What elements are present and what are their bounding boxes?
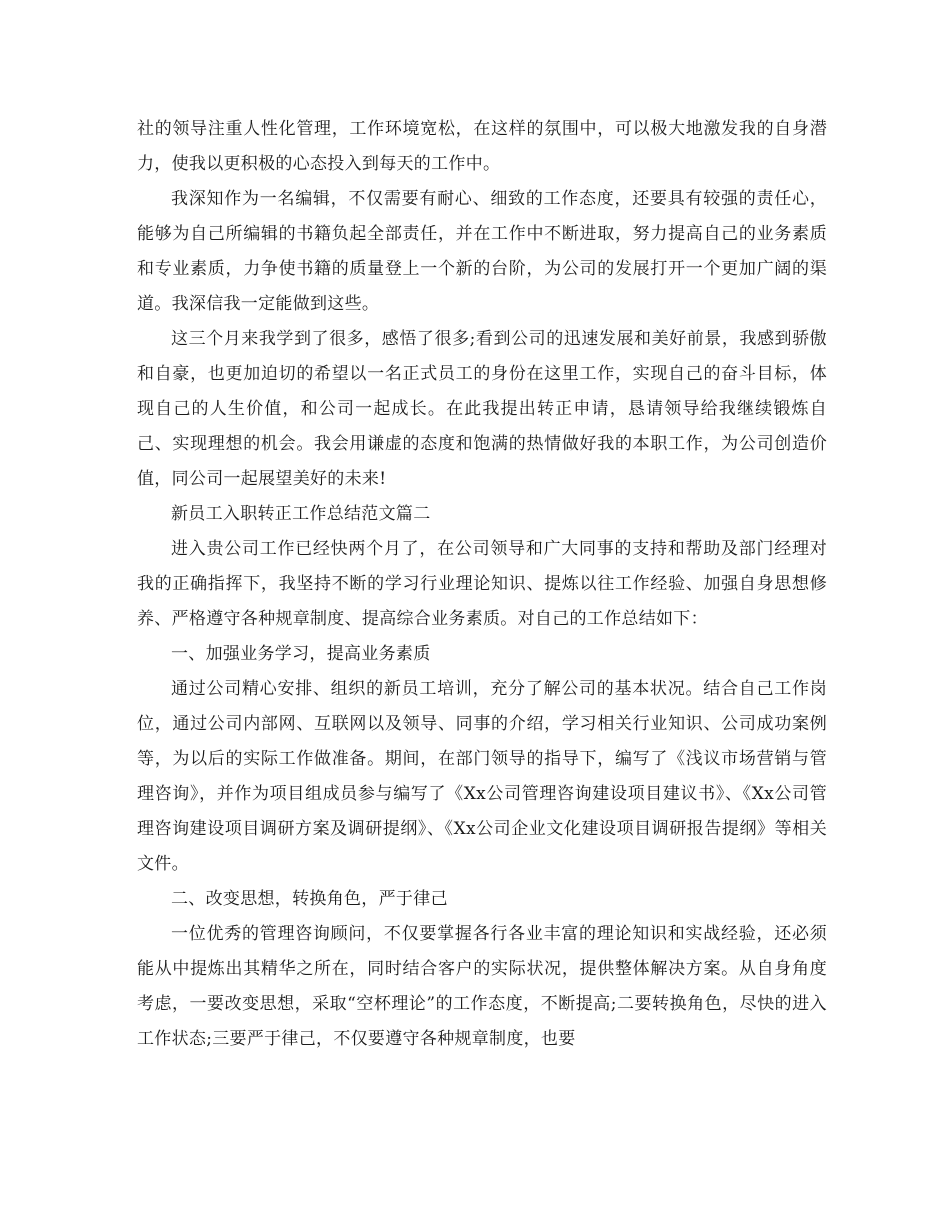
- paragraph-intro-part-two: 进入贵公司工作已经快两个月了，在公司领导和广大同事的支持和帮助及部门经理对我的正确指挥下，我坚持不断的学习行业理论知识、提炼以往工作经验、加强自身思想修养、严格遵守各种规章制度、提高综合业务素质。对自己的工作总结如下：: [137, 539, 827, 629]
- subheading-two: 二、改变思想，转换角色，严于律己: [171, 889, 448, 909]
- paragraph-learning: 通过公司精心安排、组织的新员工培训，充分了解公司的基本状况。结合自己工作岗位，通过公司内部网、互联网以及领导、同事的介绍，学习相关行业知识、公司成功案例等，为以后的实际工作做准备。期间，在部门领导的指导下，编写了《浅议市场营销与管理咨询》，并作为项目组成员参与编写了《Xx公司管理咨询建设项目建议书》、《Xx公司管理咨询建设项目调研方案及调研提纲》、《Xx公司企业文化建设项目调研报告提纲》等相关文件。: [137, 679, 827, 874]
- subheading-one: 一、加强业务学习，提高业务素质: [171, 644, 431, 664]
- section-heading-part-two: 新员工入职转正工作总结范文篇二: [171, 504, 431, 524]
- paragraph-1: 社的领导注重人性化管理，工作环境宽松，在这样的氛围中，可以极大地激发我的自身潜力，使我以更积极的心态投入到每天的工作中。: [137, 119, 827, 174]
- paragraph-2: 我深知作为一名编辑，不仅需要有耐心、细致的工作态度，还要具有较强的责任心，能够为自己所编辑的书籍负起全部责任，并在工作中不断进取，努力提高自己的业务素质和专业素质，力争使书籍的质量登上一个新的台阶，为公司的发展打开一个更加广阔的渠道。我深信我一定能做到这些。: [137, 189, 827, 314]
- paragraph-3: 这三个月来我学到了很多，感悟了很多;看到公司的迅速发展和美好前景，我感到骄傲和自豪，也更加迫切的希望以一名正式员工的身份在这里工作，实现自己的奋斗目标，体现自己的人生价值，和公司一起成长。在此我提出转正申请，恳请领导给我继续锻炼自己、实现理想的机会。我会用谦虚的态度和饱满的热情做好我的本职工作，为公司创造价值，同公司一起展望美好的未来!: [137, 329, 827, 489]
- paragraph-consultant: 一位优秀的管理咨询顾问，不仅要掌握各行各业丰富的理论知识和实战经验，还必须能从中提炼出其精华之所在，同时结合客户的实际状况，提供整体解决方案。从自身角度考虑，一要改变思想，采取“空杯理论”的工作态度，不断提高;二要转换角色，尽快的进入工作状态;三要严于律己，不仅要遵守各种规章制度，也要: [137, 924, 827, 1049]
- document-body: [137, 112, 827, 1057]
